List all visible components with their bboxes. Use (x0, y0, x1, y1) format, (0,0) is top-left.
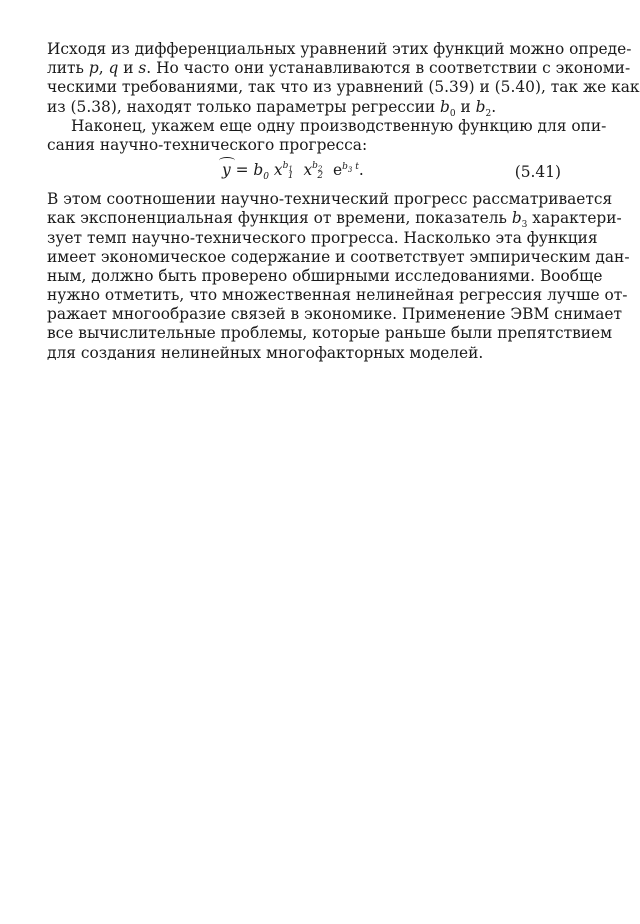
variable-p: p (88, 59, 99, 78)
paragraph-3-line-7 (47, 305, 623, 324)
variable-q: q (108, 59, 119, 78)
exp-sub: 1 (288, 164, 293, 173)
text: для создания нелинейных многофакторных моделей. (47, 343, 484, 362)
paragraph-2-line-2 (47, 136, 561, 155)
paragraph-3-line-1 (47, 190, 613, 209)
text: . Но часто они устанавливаются в соответствии с экономи- (146, 59, 631, 78)
text: из (5.38), находят только параметры регрессии (47, 97, 440, 116)
paragraph-2-line-1 (47, 116, 607, 136)
text: . (358, 161, 364, 180)
subscript: 2 (317, 171, 324, 182)
paragraph-3-line-8 (47, 324, 613, 343)
formula (222, 161, 364, 182)
subscript: 3 (521, 220, 528, 231)
text: зует темп научно-технического прогресса. Насколько эта функция (47, 228, 598, 247)
text: характери- (527, 209, 622, 228)
e-exponent (342, 162, 359, 172)
paragraph-3-line-2 (47, 209, 622, 231)
x1-indices (283, 161, 299, 180)
paragraph-1-line-3 (47, 78, 640, 97)
text: В этом соотношении научно-технический прогресс рассматривается (47, 190, 613, 209)
text: и (118, 59, 139, 78)
text: имеет экономическое содержание и соответствует эмпирическим дан- (47, 247, 630, 266)
variable-s: s (138, 59, 147, 78)
exp-e: e (333, 161, 343, 180)
document-page (47, 40, 640, 363)
paragraph-1-line-4 (47, 98, 561, 117)
variable-b0: b (439, 97, 450, 116)
text: лить (47, 59, 89, 78)
subscript: 0 (449, 108, 456, 119)
paragraph-3-line-3 (47, 228, 598, 248)
coef-b: b (253, 161, 264, 180)
paragraph-3-line-5 (47, 266, 603, 286)
y-hat (222, 161, 231, 179)
exp-sub: 2 (317, 164, 323, 173)
equals: = (230, 161, 254, 180)
subscript: 1 (287, 171, 294, 182)
exp: b (282, 161, 289, 172)
text: ческими требованиями, так что из уравнений (5.39) и (5.40), так же как (47, 78, 640, 97)
text: сания научно-технического прогресса: (47, 135, 368, 154)
equation-5-41 (47, 159, 561, 189)
text: как экспоненциальная функция от времени, показатель (47, 209, 512, 228)
text: Исходя из дифференциальных уравнений этих функций можно опреде- (47, 40, 632, 58)
x2-indices (312, 161, 328, 180)
text: , (98, 59, 109, 78)
text: нужно отметить, что множественная нелинейная регрессия лучше от- (47, 286, 628, 305)
var-x1: x (273, 161, 283, 180)
text: и (455, 97, 476, 116)
text: все вычислительные проблемы, которые раньше были препятствием (47, 324, 613, 343)
equation-number: (5.41) (514, 163, 561, 182)
var-x2: x (303, 161, 313, 180)
text: Наконец, укажем еще одну производственную функцию для опи- (71, 116, 607, 135)
variable-b2: b (475, 97, 486, 116)
text: ным, должно быть проверено обширными исследованиями. Вообще (47, 266, 603, 285)
paragraph-1-line-1 (47, 40, 632, 59)
text: ражает многообразие связей в экономике. Применение ЭВМ снимает (47, 305, 623, 324)
exp: b (342, 162, 348, 172)
exp: b (312, 161, 318, 172)
paragraph-1-line-2 (47, 59, 631, 78)
subscript: 0 (263, 172, 269, 183)
paragraph-3-line-4 (47, 247, 630, 267)
paragraph-3-line-9 (47, 344, 561, 363)
subscript: 2 (485, 108, 492, 119)
exp-t: t (352, 162, 359, 172)
variable-b3: b (511, 209, 522, 228)
exp-sub: 3 (347, 165, 353, 174)
lhs: y (222, 161, 231, 180)
text: . (491, 97, 497, 116)
paragraph-3-line-6 (47, 286, 628, 305)
